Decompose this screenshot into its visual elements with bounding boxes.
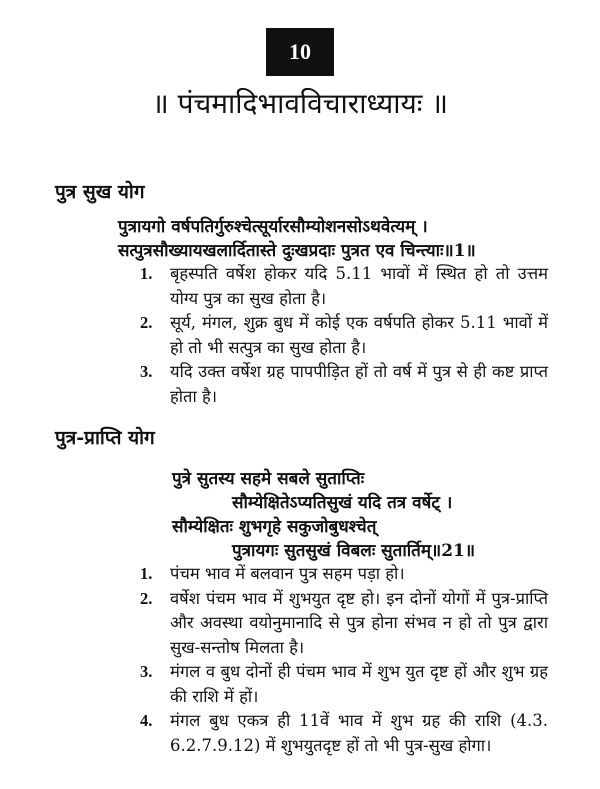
shloka-line: पुत्रायगो वर्षपतिर्गुरुश्चेत्सूर्यारसौम्योशनसोऽथवेत्यम् ।	[118, 217, 428, 237]
list-item: 1. पंचम भाव में बलवान पुत्र सहम पड़ा हो।	[140, 564, 405, 583]
shloka-line: सौम्येक्षितेऽप्यतिसुखं यदि तत्र वर्षेट् ।	[232, 493, 453, 513]
list-item: 3. यदि उक्त वर्षेश ग्रह पापपीड़ित हों तो वर्ष में पुत्र से ही कष्ट प्राप्त होता है।	[140, 362, 548, 406]
section-heading: पुत्र-प्राप्ति योग	[55, 427, 155, 449]
list-item: 2. सूर्य, मंगल, शुक्र बुध में कोई एक वर्षपति होकर 5.11 भावों में हो तो भी सत्पुत्र का सुख होता है।	[140, 313, 548, 357]
chapter-title: ॥ पंचमादिभावविचाराध्यायः ॥	[151, 87, 449, 120]
chapter-number-box	[266, 28, 334, 76]
section-list	[140, 262, 548, 409]
shloka-line: सौम्येक्षितः शुभगृहे सकुजोबुधश्चेत्	[172, 517, 377, 537]
list-item: 1. बृहस्पति वर्षेश होकर यदि 5.11 भावों में स्थित हो तो उत्तम योग्य पुत्र का सुख होता है।	[140, 264, 548, 308]
shloka-line: पुत्रायगः सुतसुखं विबलः सुतार्तिम्॥21॥	[232, 541, 476, 561]
chapter-number: 10	[289, 39, 311, 64]
shloka-line: पुत्रे सुतस्य सहमे सबले सुताप्तिः	[172, 469, 365, 489]
list-item: 3. मंगल व बुध दोनों ही पंचम भाव में शुभ युत दृष्ट हों और शुभ ग्रह की राशि में हों।	[140, 662, 548, 706]
list-item: 4. मंगल बुध एकत्र ही 11वें भाव में शुभ ग्रह की राशि (4.3. 6.2.7.9.12) में शुभयुतदृष्ट हों तो भी पुत्र-सुख होगा।	[140, 711, 548, 755]
section-heading: पुत्र सुख योग	[55, 181, 145, 203]
section-list	[140, 562, 548, 758]
list-item: 2. वर्षेश पंचम भाव में शुभयुत दृष्ट हो। इन दोनों योगों में पुत्र-प्राप्ति और अवस्था वयोनुमानादि से पुत्र होना संभव न हो तो पुत्र द्वारा सुख-सन्तोष मिलता है।	[140, 588, 548, 657]
shloka-line: सत्पुत्रसौख्यायखलार्दितास्ते दुःखप्रदाः पुत्रत एव चिन्त्याः॥1॥	[118, 241, 476, 261]
